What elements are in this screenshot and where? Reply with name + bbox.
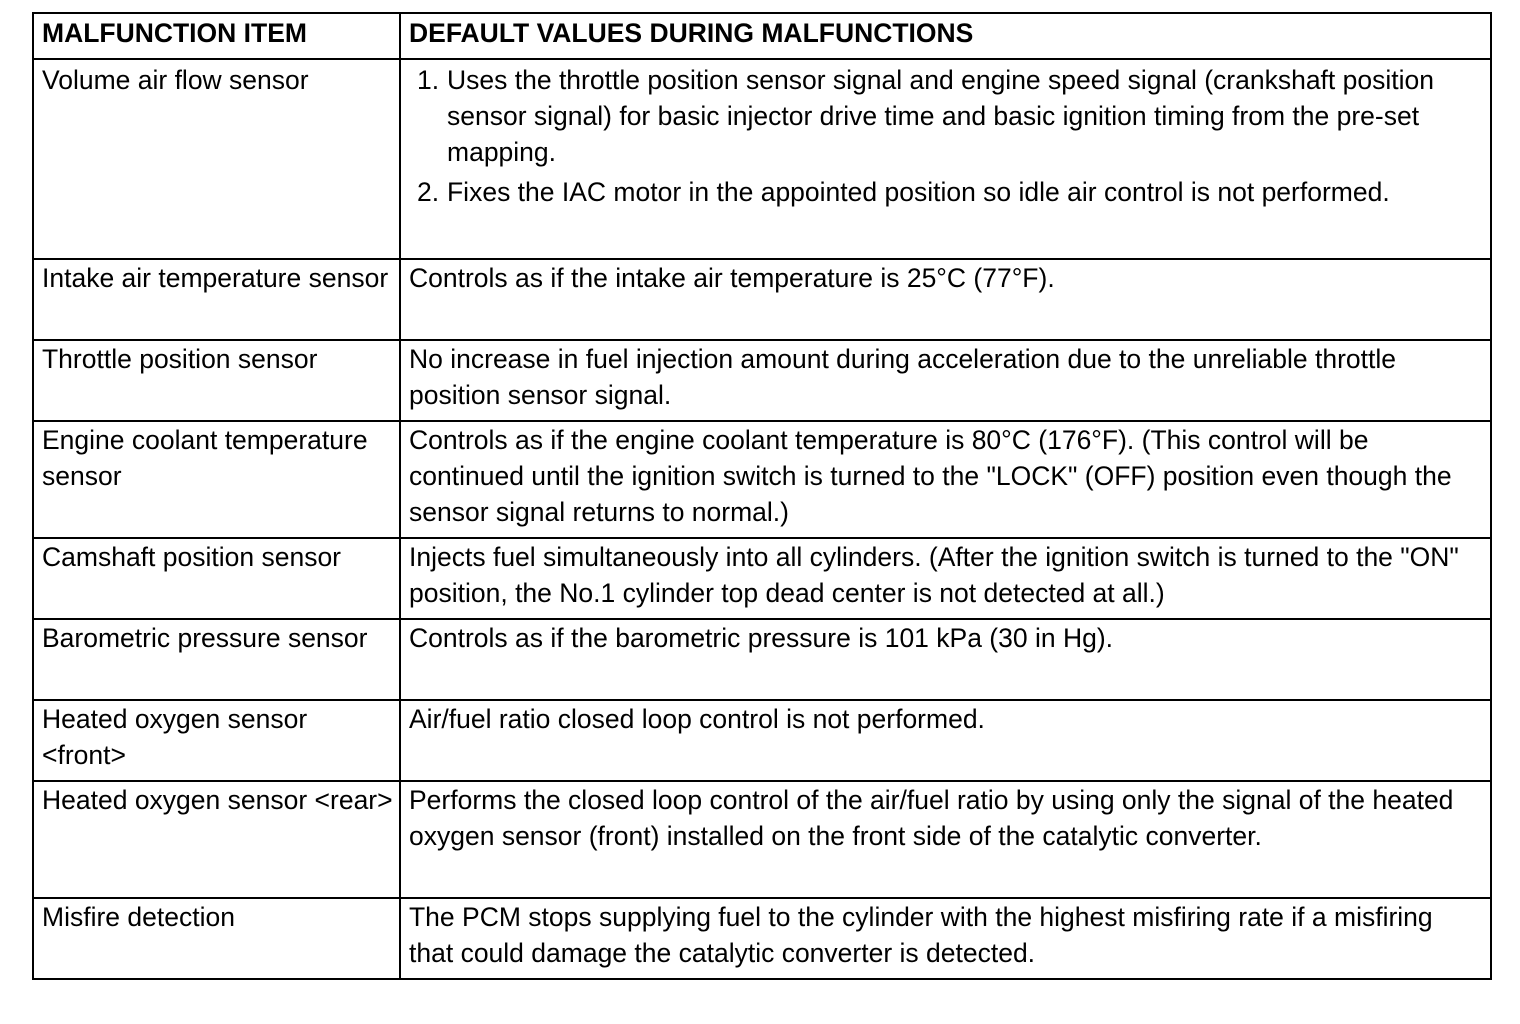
malfunction-defaults-table xyxy=(32,12,1492,980)
steps-list xyxy=(409,62,1484,210)
step-number: 1. xyxy=(417,65,440,95)
table-row xyxy=(33,59,1491,259)
table-row xyxy=(33,421,1491,538)
value-cell: Performs the closed loop control of the air/fuel ratio by using only the signal of the heated oxygen sensor (front) installed on the front side of the catalytic converter. xyxy=(400,781,1491,898)
table-row xyxy=(33,259,1491,340)
value-cell: Injects fuel simultaneously into all cylinders. (After the ignition switch is turned to the "ON" position, the No.1 cylinder top dead center is not detected at all.) xyxy=(400,538,1491,619)
item-cell: Throttle position sensor xyxy=(33,340,400,421)
value-cell: Controls as if the engine coolant temperature is 80°C (176°F). (This control will be continued until the ignition switch is turned to the "LOCK" (OFF) position even though the sensor signal returns to normal.) xyxy=(400,421,1491,538)
item-cell: Heated oxygen sensor <rear> xyxy=(33,781,400,898)
table-row xyxy=(33,700,1491,781)
item-cell: Intake air temperature sensor xyxy=(33,259,400,340)
item-cell: Camshaft position sensor xyxy=(33,538,400,619)
step-text: Fixes the IAC motor in the appointed position so idle air control is not performed. xyxy=(447,177,1390,207)
value-cell: No increase in fuel injection amount during acceleration due to the unreliable throttle position sensor signal. xyxy=(400,340,1491,421)
table-row xyxy=(33,538,1491,619)
value-cell: Controls as if the intake air temperature is 25°C (77°F). xyxy=(400,259,1491,340)
list-item xyxy=(409,62,1484,170)
table-row xyxy=(33,781,1491,898)
table-header-row xyxy=(33,13,1491,59)
table-row xyxy=(33,898,1491,979)
value-cell: Air/fuel ratio closed loop control is not performed. xyxy=(400,700,1491,781)
step-text: Uses the throttle position sensor signal and engine speed signal (crankshaft position sensor signal) for basic injector drive time and basic ignition timing from the pre-set mapping. xyxy=(447,65,1434,167)
item-cell: Heated oxygen sensor <front> xyxy=(33,700,400,781)
item-cell: Engine coolant temperature sensor xyxy=(33,421,400,538)
value-cell: The PCM stops supplying fuel to the cylinder with the highest misfiring rate if a misfiring that could damage the catalytic converter is detected. xyxy=(400,898,1491,979)
value-cell xyxy=(400,59,1491,259)
value-cell: Controls as if the barometric pressure is 101 kPa (30 in Hg). xyxy=(400,619,1491,700)
table-row xyxy=(33,619,1491,700)
item-cell: Barometric pressure sensor xyxy=(33,619,400,700)
header-default-values: DEFAULT VALUES DURING MALFUNCTIONS xyxy=(400,13,1491,59)
item-cell: Volume air flow sensor xyxy=(33,59,400,259)
header-malfunction-item: MALFUNCTION ITEM xyxy=(33,13,400,59)
item-cell: Misfire detection xyxy=(33,898,400,979)
list-item xyxy=(409,174,1484,210)
table-row xyxy=(33,340,1491,421)
step-number: 2. xyxy=(417,177,440,207)
